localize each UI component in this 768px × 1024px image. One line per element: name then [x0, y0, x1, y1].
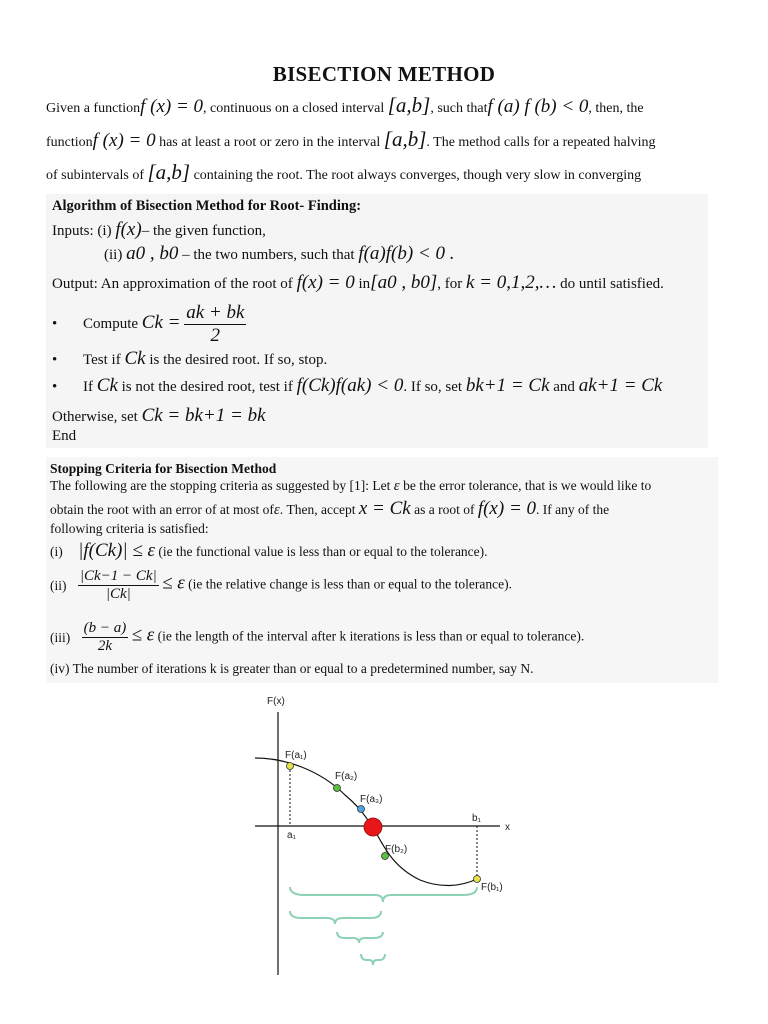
point-fb1 [474, 876, 481, 883]
criterion-2: (ii) $\frac{|Ck-1 - Ck|}{|Ck|}$ ≤ ε (ie the relative change is less than or equal to the tolerance). [50, 568, 512, 602]
inputs-line: Inputs: (i) f(x)– the given function, [52, 219, 266, 240]
criterion-3: (iii) $\frac{(b - a)}{2k}$ ≤ ε (ie the length of the interval after k iterations is less than or equal to tolerance). [50, 620, 585, 654]
intro-line-3: of subintervals of [a,b] containing the root. The root always converges, though very slow in converging [46, 160, 642, 184]
page-title: BISECTION METHOD [272, 62, 496, 86]
b1-label: b₁ [472, 813, 481, 824]
stopping-para-3: following criteria is satisfied: [50, 521, 209, 536]
bullet-icon: • [52, 379, 58, 395]
output-line: Output: An approximation of the root of f(x) = 0 in[a0 , b0], for k = 0,1,2,… do until satisfied. [52, 272, 664, 293]
a1-label: a₁ [287, 830, 296, 841]
fraction-relative-change: $\frac{|Ck-1 - Ck|}{|Ck|}$ [79, 568, 157, 602]
point-fa3 [358, 806, 365, 813]
root-point [364, 818, 382, 836]
step-compute: • Compute Ck = $\frac{ak + bk}{2}$ [52, 302, 245, 346]
point-fa1 [287, 763, 294, 770]
step-test: • Test if Ck is the desired root. If so, stop. [52, 348, 328, 369]
fraction-ck: $\frac{ak + bk}{2}$ [186, 302, 245, 346]
fa2-label: F(a₂) [335, 771, 358, 782]
math-fx: f (x) = 0 [140, 96, 204, 117]
criterion-4: (iv) The number of iterations k is greater than or equal to a predetermined number, say N. [50, 661, 534, 676]
math-interval: [a,b] [147, 160, 191, 184]
fb1-label: F(b₁) [481, 882, 503, 893]
y-axis-label: F(x) [267, 696, 285, 707]
stopping-para-1: The following are the stopping criteria as suggested by [1]: Let ε be the error tolerance, that is we would like to [50, 478, 652, 494]
fb2-label: F(b₂) [385, 844, 408, 855]
inputs-ii-line: (ii) a0 , b0 – the two numbers, such that f(a)f(b) < 0 . [104, 243, 455, 264]
math-fafb: f (a) f (b) < 0 [487, 96, 589, 117]
step-if: • If Ck is not the desired root, test if f(Ck)f(ak) < 0. If so, set bk+1 = Ck and ak+1 = Ck [52, 375, 663, 396]
math-fx: f (x) = 0 [92, 130, 156, 151]
bullet-icon: • [52, 315, 58, 332]
brace-interval-3 [337, 932, 383, 943]
bullet-icon: • [52, 352, 58, 368]
brace-interval-4 [361, 954, 385, 965]
intro-line-2: functionf (x) = 0 has at least a root or zero in the interval [a,b]. The method calls for a repeated halving [46, 127, 656, 151]
math-interval: [a,b] [387, 93, 431, 117]
brace-interval-1 [290, 887, 477, 902]
stopping-heading: Stopping Criteria for Bisection Method [50, 461, 277, 476]
stopping-para-2: obtain the root with an error of at most ofε. Then, accept x = Ck as a root of f(x) = 0. If any of the [50, 498, 610, 519]
fa3-label: F(a₃) [360, 794, 383, 805]
criterion-1: (i) |f(Ck)| ≤ ε (ie the functional value is less than or equal to the tolerance). [50, 540, 488, 561]
fa1-label: F(a₁) [285, 750, 307, 761]
algorithm-heading: Algorithm of Bisection Method for Root- Finding: [52, 198, 362, 214]
point-fa2 [334, 785, 341, 792]
brace-interval-2 [290, 911, 381, 924]
end-line: End [52, 428, 77, 444]
fraction-interval-length: $\frac{(b - a)}{2k}$ [83, 620, 127, 654]
math-interval: [a,b] [383, 127, 427, 151]
x-axis-label: x [505, 822, 510, 833]
bisection-diagram [245, 690, 535, 980]
intro-line-1: Given a functionf (x) = 0, continuous on a closed interval [a,b], such thatf (a) f (b) < 0, then, the [46, 93, 644, 117]
otherwise-line: Otherwise, set Ck = bk+1 = bk [52, 405, 266, 426]
